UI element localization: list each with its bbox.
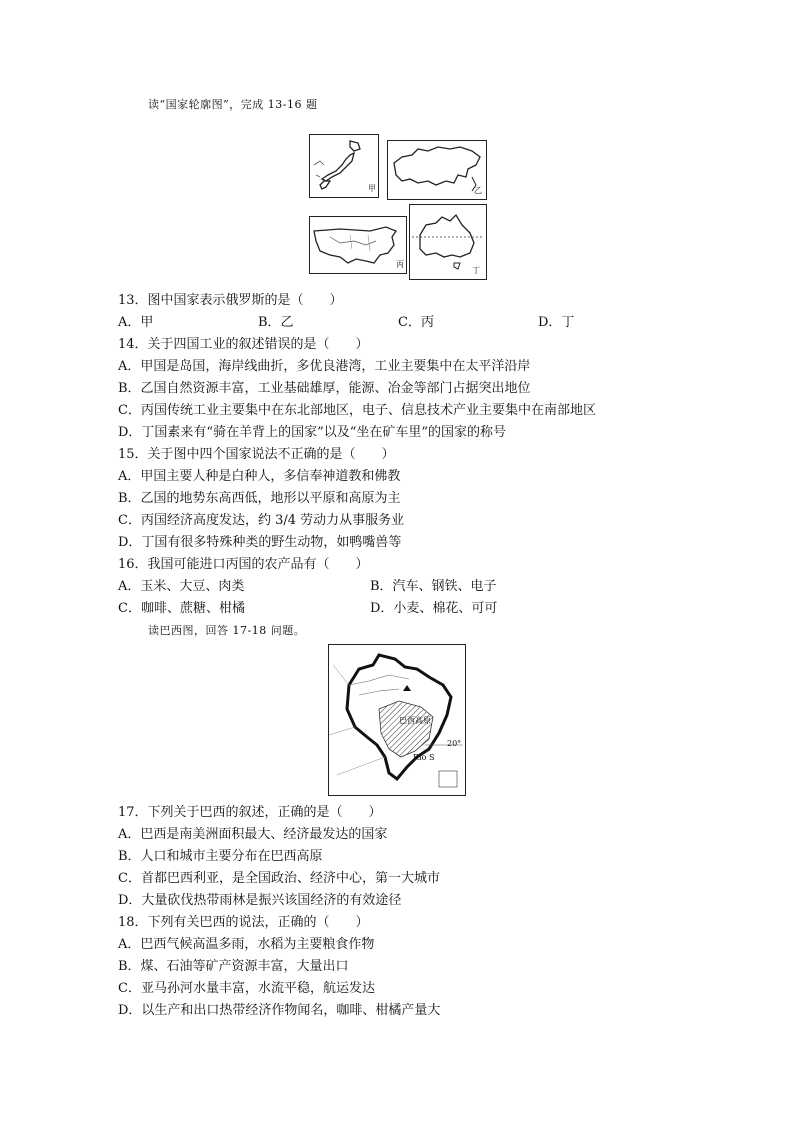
label-bing: 丙 [396, 260, 404, 269]
q15-option-a: A．甲国主要人种是白种人，多信奉神道教和佛教 [118, 469, 401, 484]
q17-option-b: B．人口和城市主要分布在巴西高原 [118, 849, 323, 864]
q16-stem: 16．我国可能进口丙国的农产品有（ ） [118, 557, 369, 572]
q15-stem: 15．关于图中四个国家说法不正确的是（ ） [118, 447, 395, 462]
q16-option-d: D．小麦、棉花、可可 [370, 601, 498, 616]
map-japan [309, 134, 379, 198]
q17-option-d: D．大量砍伐热带雨林是振兴该国经济的有效途径 [118, 893, 402, 908]
map-australia [409, 204, 487, 280]
label-yi: 乙 [474, 186, 482, 195]
label-ding: 丁 [472, 266, 480, 275]
map-russia [387, 140, 487, 200]
q16-option-a: A．玉米、大豆、肉类 [118, 579, 245, 594]
q16-option-c: C．咖啡、蔗糖、柑橘 [118, 601, 245, 616]
section-intro-13-16: 读“国家轮廓图”，完成 13-16 题 [148, 98, 318, 111]
q14-option-a: A．甲国是岛国，海岸线曲折，多优良港湾，工业主要集中在太平洋沿岸 [118, 359, 531, 374]
q13-option-b: B．乙 [258, 315, 294, 330]
map-brazil [328, 644, 466, 796]
label-brazil-plateau: 巴西高原 [399, 716, 431, 725]
q13-option-d: D．丁 [538, 315, 575, 330]
q13-stem: 13．图中国家表示俄罗斯的是（ ） [118, 293, 343, 308]
q16-option-b: B．汽车、钢铁、电子 [370, 579, 497, 594]
q18-option-d: D．以生产和出口热带经济作物闻名，咖啡、柑橘产量大 [118, 1003, 441, 1018]
label-jia: 甲 [368, 184, 376, 193]
q15-option-c: C．丙国经济高度发达，约 3/4 劳动力从事服务业 [118, 513, 405, 528]
q14-stem: 14．关于四国工业的叙述错误的是（ ） [118, 337, 369, 352]
map-usa [309, 216, 407, 274]
q18-option-a: A．巴西气候高温多雨，水稻为主要粮食作物 [118, 937, 375, 952]
q14-option-c: C．丙国传统工业主要集中在东北部地区，电子、信息技术产业主要集中在南部地区 [118, 403, 596, 418]
section-intro-17-18: 读巴西图，回答 17-18 问题。 [148, 624, 306, 637]
usa-outline-figure [310, 217, 406, 273]
brazil-outline-figure [329, 645, 465, 795]
russia-outline-figure [388, 141, 486, 199]
q13-option-a: A．甲 [118, 315, 154, 330]
q18-option-c: C．亚马孙河水量丰富，水流平稳，航运发达 [118, 981, 375, 996]
q18-option-b: B．煤、石油等矿产资源丰富，大量出口 [118, 959, 349, 974]
q15-option-b: B．乙国的地势东高西低，地形以平原和高原为主 [118, 491, 401, 506]
label-rio: Rio S [413, 753, 435, 762]
q17-option-c: C．首都巴西利亚，是全国政治、经济中心，第一大城市 [118, 871, 440, 886]
q14-option-b: B．乙国自然资源丰富，工业基础雄厚，能源、冶金等部门占据突出地位 [118, 381, 531, 396]
q17-stem: 17．下列关于巴西的叙述，正确的是（ ） [118, 805, 382, 820]
q13-option-c: C．丙 [398, 315, 434, 330]
q18-stem: 18．下列有关巴西的说法，正确的（ ） [118, 915, 369, 930]
q17-option-a: A．巴西是南美洲面积最大、经济最发达的国家 [118, 827, 388, 842]
label-latitude: 20° [447, 739, 462, 748]
q15-option-d: D．丁国有很多特殊种类的野生动物，如鸭嘴兽等 [118, 535, 402, 550]
q14-option-d: D．丁国素来有“骑在羊背上的国家”以及“坐在矿车里”的国家的称号 [118, 425, 507, 440]
